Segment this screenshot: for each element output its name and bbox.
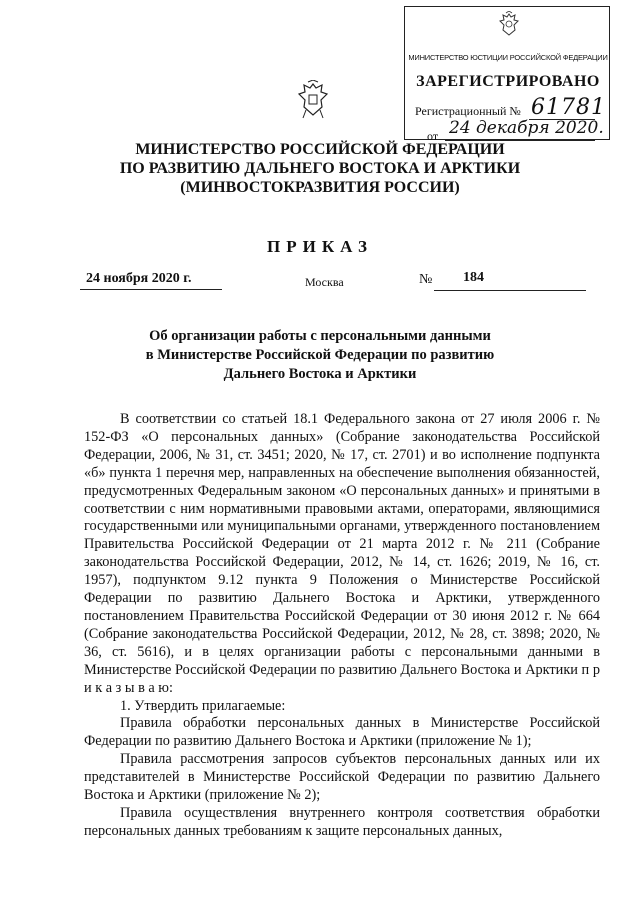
coat-of-arms-icon xyxy=(497,11,521,39)
order-number-underline xyxy=(434,290,586,291)
preamble-paragraph: В соответствии со статьей 18.1 Федерального закона от 27 июля 2006 г. № 152-ФЗ «О персональных данных» (Собрание законодательства Российской Федерации, 2006, № 31, ст. 3451; 2020, № 17, ст. 2701) и во исполнение подпункта «б» пункта 1 перечня мер, направленных на обеспечение выполнения обязанностей, предусмотренных Федеральным законом «О персональных данных» и принятыми в соответствии с ним нормативными правовыми актами, операторами, являющимися государственными или муниципальными органами, утвержденного постановлением Правительства Российской Федерации от 21 марта 2012 г. № 211 (Собрание законодательства Российской Федерации, 2012, № 14, ст. 1626; 2019, № 16, ст. 1957), подпунктом 9.12 пункта 9 Положения о Министерстве Российской Федерации по развитию Дальнего Востока и Арктики, утвержденного постановлением Правительства Российской Федерации от 30 июня 2012 г. № 664 (Собрание законодательства Российской Федерации, 2012, № 28, ст. 3898; 2020, № 36, ст. 5616), и в целях организации работы с персональными данными в Министерстве Российской Федерации по развитию Дальнего Востока и Арктики п р и к а з ы в а ю: xyxy=(84,411,600,696)
subject-line-1: Об организации работы с персональными данными xyxy=(149,328,491,344)
stamp-reg-label: Регистрационный № xyxy=(415,104,521,118)
coat-of-arms-icon xyxy=(296,80,330,120)
rule-1-paragraph: Правила обработки персональных данных в Министерстве Российской Федерации по развитию Дальнего Востока и Арктики (приложение № 1); xyxy=(84,715,600,750)
rule-2-paragraph: Правила рассмотрения запросов субъектов персональных данных или их представителей в Министерстве Российской Федерации по развитию Дальнего Востока и Арктики (приложение № 2); xyxy=(84,751,600,804)
ministry-line-2: ПО РАЗВИТИЮ ДАЛЬНЕГО ВОСТОКА И АРКТИКИ xyxy=(119,160,521,177)
subject-line-2: в Министерстве Российской Федерации по развитию xyxy=(145,347,495,363)
stamp-status: ЗАРЕГИСТРИРОВАНО xyxy=(416,73,600,90)
order-body xyxy=(84,411,600,841)
order-city: Москва xyxy=(305,275,344,289)
order-number-label: № xyxy=(419,272,433,287)
ministry-title xyxy=(60,140,580,197)
stamp-date-label: от xyxy=(427,129,439,143)
ministry-line-3: (МИНВОСТОКРАЗВИТИЯ РОССИИ) xyxy=(180,179,460,196)
order-subject xyxy=(80,327,560,384)
stamp-date-value: 24 декабря 2020. xyxy=(449,118,604,138)
stamp-ministry: МИНИСТЕРСТВО ЮСТИЦИИ РОССИЙСКОЙ ФЕДЕРАЦИИ xyxy=(408,53,608,62)
order-date-underline xyxy=(80,289,222,290)
stamp-reg-number: 61781 xyxy=(531,95,606,120)
document-type: ПРИКАЗ xyxy=(267,237,373,256)
registration-stamp xyxy=(404,6,610,143)
order-number: 184 xyxy=(463,270,484,285)
order-date: 24 ноября 2020 г. xyxy=(86,271,192,286)
subject-line-3: Дальнего Востока и Арктики xyxy=(223,366,417,382)
rule-3-paragraph: Правила осуществления внутреннего контроля соответствия обработки персональных данных требованиям к защите персональных данных, xyxy=(84,804,600,839)
item-1: 1. Утвердить прилагаемые: xyxy=(120,697,286,714)
ministry-line-1: МИНИСТЕРСТВО РОССИЙСКОЙ ФЕДЕРАЦИИ xyxy=(135,141,505,158)
